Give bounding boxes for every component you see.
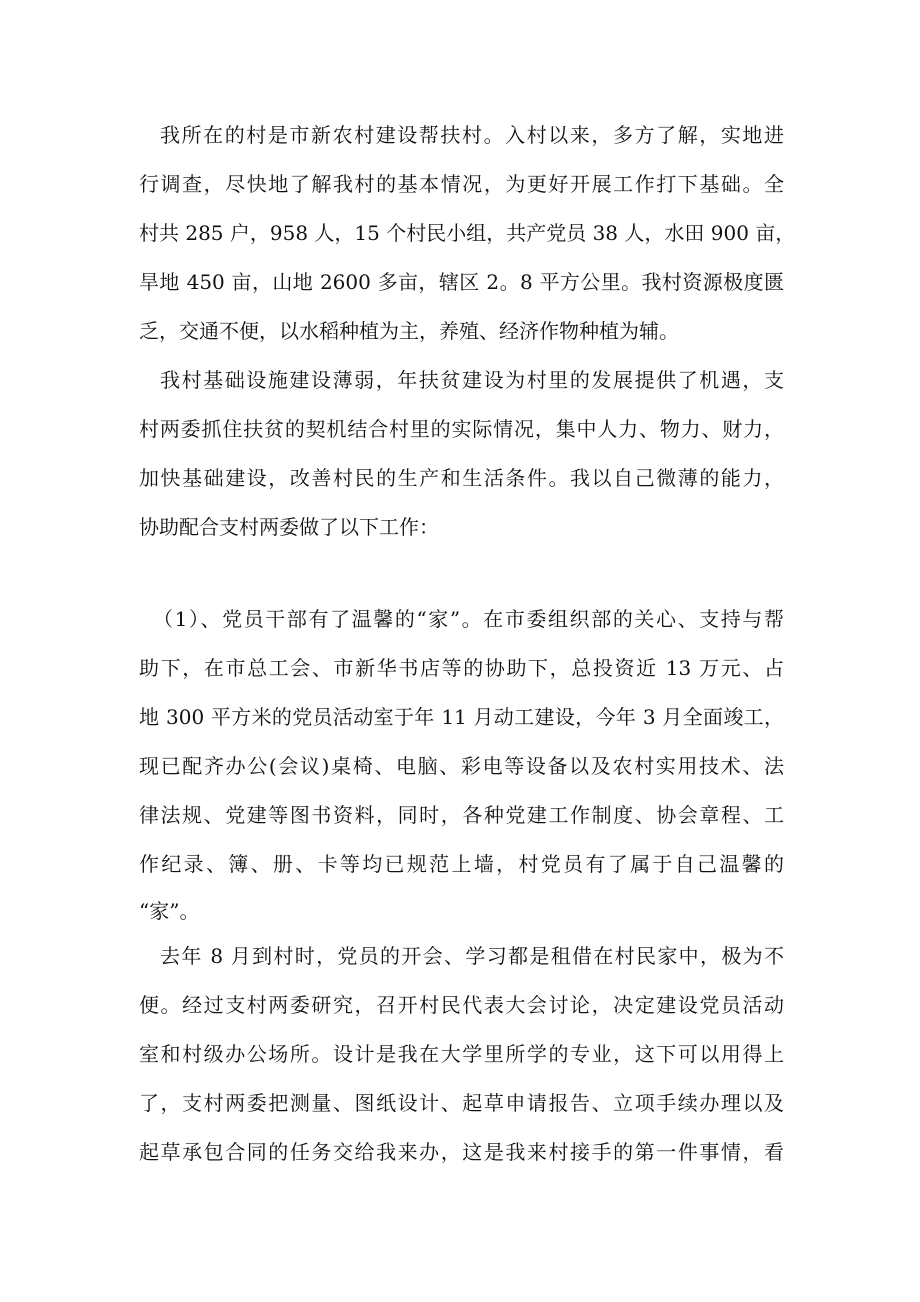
paragraph-3-line-5: 律法规、党建等图书资料，同时，各种党建工作制度、协会章程、工	[139, 803, 784, 827]
paragraph-1-line-5: 乏，交通不便，以水稻种植为主，养殖、经济作物种植为辅。	[139, 319, 679, 343]
paragraph-2-line-3: 加快基础建设，改善村民的生产和生活条件。我以自己微薄的能力，	[139, 466, 784, 490]
paragraph-1-line-3: 村共 285 户，958 人，15 个村民小组，共产党员 38 人，水田 900 亩，	[139, 221, 796, 245]
paragraph-3-line-7: “家”。	[139, 899, 200, 923]
paragraph-3-line-1: （1）、党员干部有了温馨的“家”。在市委组织部的关心、支持与帮	[153, 607, 784, 631]
paragraph-1-line-1: 我所在的村是市新农村建设帮扶村。入村以来，多方了解，实地进	[160, 123, 784, 147]
paragraph-1-line-2: 行调查，尽快地了解我村的基本情况，为更好开展工作打下基础。全	[139, 172, 784, 196]
paragraph-2-line-4: 协助配合支村两委做了以下工作：	[139, 515, 439, 539]
paragraph-1-line-4: 旱地 450 亩，山地 2600 多亩，辖区 2。8 平方公里。我村资源极度匮	[139, 270, 784, 294]
paragraph-2-line-2: 村两委抓住扶贫的契机结合村里的实际情况，集中人力、物力、财力，	[139, 417, 784, 441]
paragraph-4-line-5: 起草承包合同的任务交给我来办，这是我来村接手的第一件事情，看	[139, 1140, 784, 1164]
paragraph-4-line-2: 便。经过支村两委研究，召开村民代表大会讨论，决定建设党员活动	[139, 993, 784, 1017]
paragraph-4-line-4: 了，支村两委把测量、图纸设计、起草申请报告、立项手续办理以及	[139, 1091, 784, 1115]
paragraph-4-line-3: 室和村级办公场所。设计是我在大学里所学的专业，这下可以用得上	[139, 1042, 784, 1066]
paragraph-3-line-2: 助下，在市总工会、市新华书店等的协助下，总投资近 13 万元、占	[139, 656, 784, 680]
paragraph-4-line-1: 去年 8 月到村时，党员的开会、学习都是租借在村民家中，极为不	[160, 944, 784, 968]
paragraph-3-line-3: 地 300 平方米的党员活动室于年 11 月动工建设，今年 3 月全面竣工，	[139, 705, 784, 729]
paragraph-3-line-4: 现已配齐办公(会议)桌椅、电脑、彩电等设备以及农村实用技术、法	[139, 754, 784, 778]
paragraph-3-line-6: 作纪录、簿、册、卡等均已规范上墙，村党员有了属于自己温馨的	[139, 852, 784, 876]
paragraph-2-line-1: 我村基础设施建设薄弱，年扶贫建设为村里的发展提供了机遇，支	[160, 368, 784, 392]
